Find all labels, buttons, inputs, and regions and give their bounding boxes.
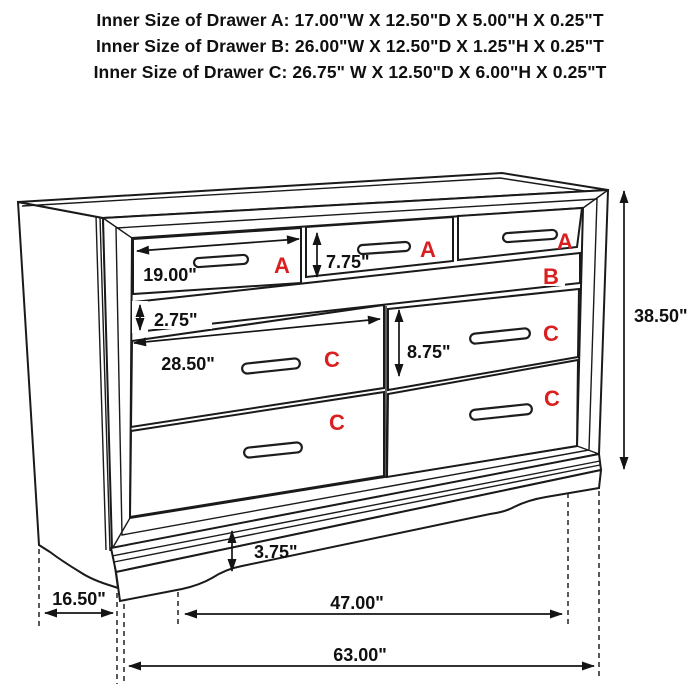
label-drawer-a-width: 19.00" — [143, 265, 197, 285]
drawer-a3-letter: A — [557, 229, 573, 254]
label-drawer-b-height: 2.75" — [154, 310, 198, 330]
drawer-a2-letter: A — [420, 237, 436, 262]
inner-size-line-b: Inner Size of Drawer B: 26.00"W X 12.50"D X 1.25"H X 0.25"T — [96, 36, 604, 56]
drawer-b-letter: B — [543, 264, 559, 289]
drawer-a1-letter: A — [274, 253, 290, 278]
drawer-c-left-bottom-letter: C — [329, 410, 345, 435]
drawer-c-left-top-letter: C — [324, 347, 340, 372]
label-overall-width: 63.00" — [333, 645, 387, 665]
label-drawer-c-height: 8.75" — [407, 342, 451, 362]
label-drawer-a-height: 7.75" — [326, 252, 370, 272]
inner-size-line-a: Inner Size of Drawer A: 17.00"W X 12.50"D X 5.00"H X 0.25"T — [96, 10, 604, 30]
label-feet-span: 47.00" — [330, 593, 384, 613]
label-foot-height: 3.75" — [254, 542, 298, 562]
label-drawer-c-width: 28.50" — [161, 354, 215, 374]
label-side-depth: 16.50" — [52, 589, 106, 609]
drawer-c-right-bottom-letter: C — [544, 386, 560, 411]
drawer-c-right-top-letter: C — [543, 321, 559, 346]
side-panel — [18, 202, 118, 588]
inner-size-line-c: Inner Size of Drawer C: 26.75" W X 12.50"D X 6.00"H X 0.25"T — [93, 62, 607, 82]
label-overall-height: 38.50" — [634, 306, 688, 326]
